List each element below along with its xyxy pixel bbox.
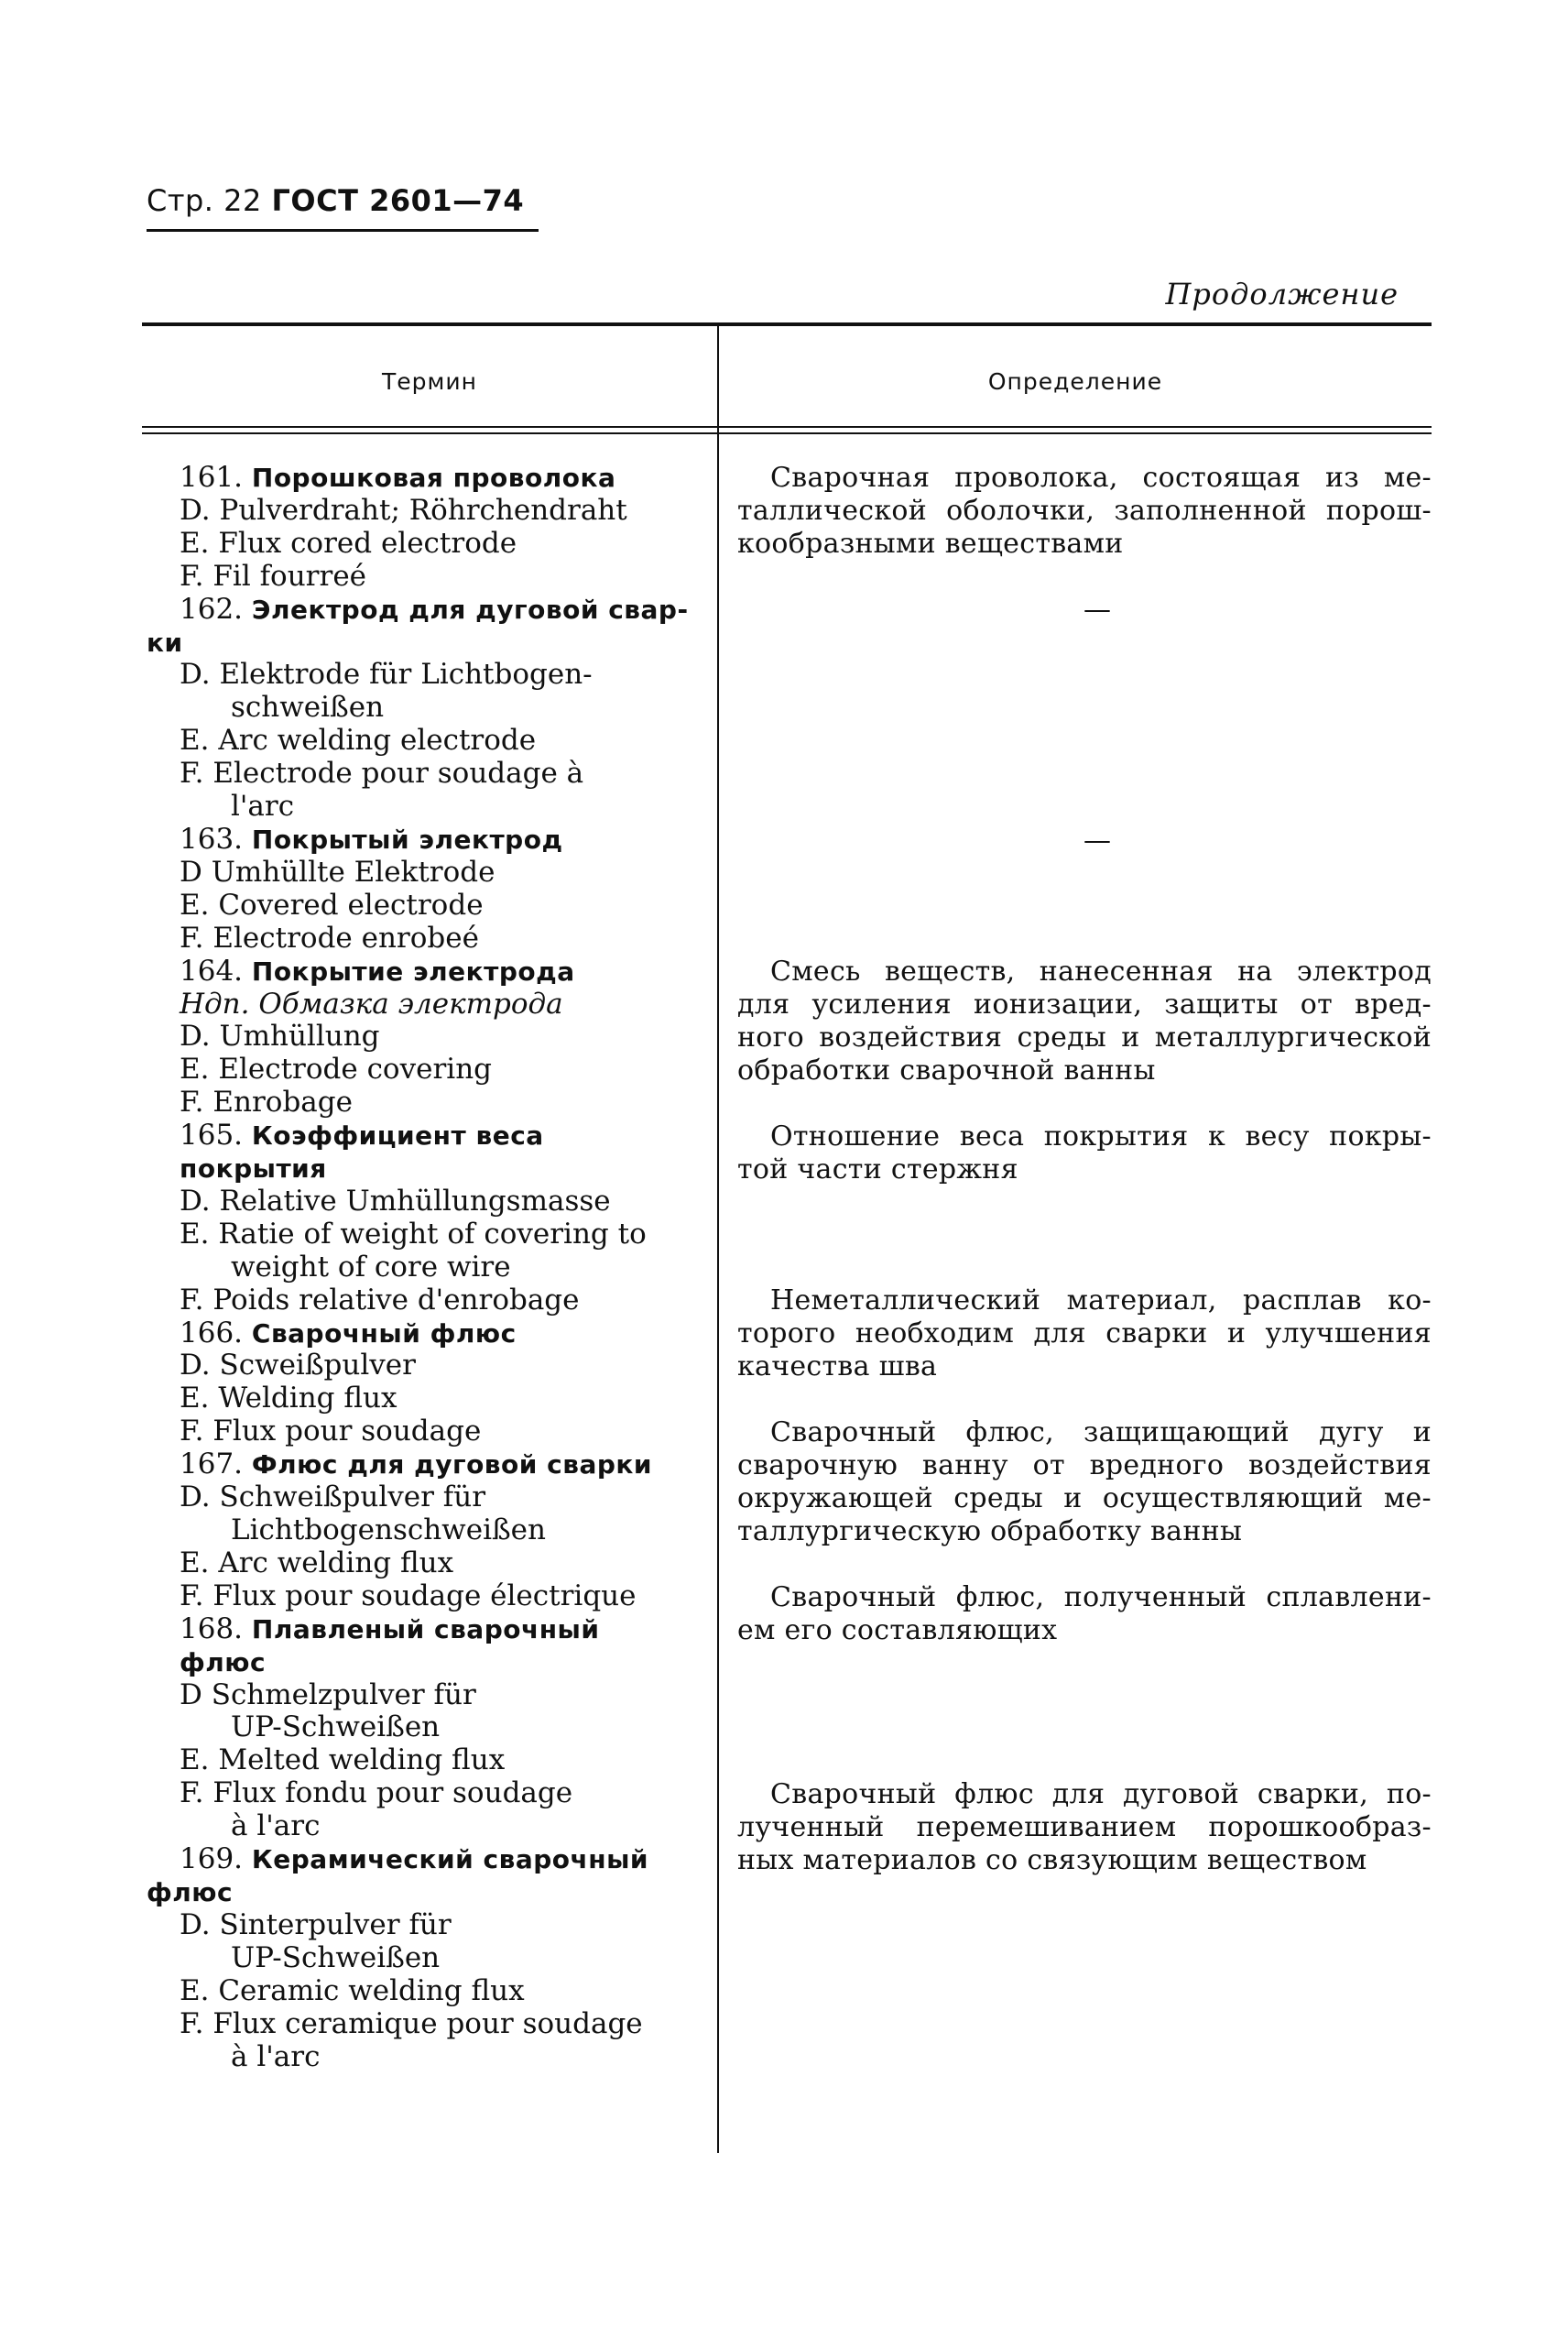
standard-code: ГОСТ 2601—74 — [271, 183, 525, 218]
term-162 — [147, 594, 694, 824]
term-title: Электрод для дуговой свар- — [251, 594, 689, 625]
header-underline — [147, 229, 539, 232]
term-fr: F. Electrode enrobeé — [180, 921, 479, 955]
definition-163-dash: — — [1083, 825, 1111, 857]
term-number: 169. — [180, 1842, 244, 1876]
term-de: D. Schweißpulver für — [180, 1480, 486, 1514]
table-top-rule — [142, 322, 1432, 326]
term-164 — [147, 956, 694, 1120]
term-fr: F. Flux fondu pour soudage — [180, 1776, 573, 1810]
column-header-term: Термин — [382, 368, 477, 395]
definition-165: Отношение веса покрытия к весу покры- той части стержня — [737, 1120, 1432, 1185]
term-title: Коэффициент веса покрытия — [180, 1120, 544, 1185]
term-de-cont: Lichtbogenschweißen — [231, 1513, 546, 1546]
term-165 — [147, 1120, 694, 1316]
term-de: D. Pulverdraht; Röhrchendraht — [180, 493, 627, 527]
term-number: 164. — [180, 954, 244, 988]
term-fr: F. Flux pour soudage électrique — [180, 1579, 637, 1612]
terms-column — [147, 462, 694, 2073]
term-fr: F. Flux pour soudage — [180, 1415, 482, 1448]
definition-167: Сварочный флюс, защищающий дугу и сварочную ванну от вредного воздействия окружающей среды и осуществляющий ме- таллургическую обработку ванны — [737, 1416, 1432, 1547]
term-de: D. Relative Umhüllungsmasse — [180, 1184, 611, 1218]
term-de: D Umhüllte Elektrode — [180, 855, 495, 889]
definition-161: Сварочная проволока, состоящая из ме- таллической оболочки, заполненной порош- кообразными веществами — [737, 462, 1432, 560]
term-166 — [147, 1317, 694, 1449]
term-161 — [147, 462, 694, 594]
page-number: Стр. 22 — [147, 183, 262, 218]
term-title: Порошковая проволока — [251, 463, 616, 493]
term-title: Флюс для дуговой сварки — [251, 1449, 653, 1480]
term-en: E. Electrode covering — [180, 1053, 492, 1087]
term-fr-cont: à l'arc — [231, 1809, 321, 1843]
definition-168: Сварочный флюс, полученный сплавлени- ем его составляющих — [737, 1581, 1432, 1646]
term-168 — [147, 1613, 694, 1843]
column-header-definition: Определение — [987, 368, 1163, 395]
definition-169: Сварочный флюс для дуговой сварки, по- лученный перемешиванием порошкообраз- ных материалов со связующим веществом — [737, 1778, 1432, 1876]
term-number: 162. — [180, 592, 244, 626]
term-number: 163. — [180, 822, 244, 856]
term-de: D. Scweißpulver — [180, 1349, 416, 1382]
continuation-label: Продолжение — [1165, 277, 1399, 311]
term-title: Покрытый электрод — [251, 824, 563, 855]
term-167 — [147, 1448, 694, 1613]
term-en-cont: weight of core wire — [231, 1250, 511, 1284]
term-title-cont: ки — [147, 627, 183, 658]
term-en: E. Covered electrode — [180, 888, 484, 922]
term-de: D Schmelzpulver für — [180, 1677, 476, 1711]
term-fr-cont: à l'arc — [231, 2039, 321, 2073]
definition-162-dash: — — [1083, 594, 1111, 626]
term-169 — [147, 1843, 694, 2073]
term-fr: F. Poids relative d'enrobage — [180, 1283, 580, 1316]
term-title: Покрытие электрода — [251, 956, 575, 987]
term-en: E. Welding flux — [180, 1382, 397, 1415]
definition-166: Неметаллический материал, расплав ко- торого необходим для сварки и улучшения качества шва — [737, 1284, 1432, 1382]
term-fr: F. Electrode pour soudage à — [180, 757, 584, 791]
table-header-rule — [142, 426, 1432, 434]
column-divider — [717, 326, 719, 2153]
term-number: 166. — [180, 1316, 244, 1349]
term-title: Керамический сварочный — [251, 1844, 649, 1875]
term-de-cont: schweißen — [231, 691, 385, 725]
term-de-cont: UP-Schweißen — [231, 1940, 441, 1974]
term-en: E. Arc welding flux — [180, 1546, 454, 1579]
term-en: E. Melted welding flux — [180, 1743, 506, 1777]
term-fr: F. Enrobage — [180, 1086, 353, 1120]
term-title: Сварочный флюс — [251, 1317, 517, 1349]
term-number: 167. — [180, 1448, 244, 1481]
term-en: E. Ratie of weight of covering to — [180, 1217, 647, 1251]
term-title: Плавленый сварочный флюс — [180, 1613, 600, 1677]
term-title-cont: флюс — [147, 1876, 234, 1907]
term-number: 161. — [180, 461, 244, 494]
term-number: 168. — [180, 1611, 244, 1645]
term-fr: F. Flux ceramique pour soudage — [180, 2006, 643, 2040]
term-de-cont: UP-Schweißen — [231, 1710, 441, 1744]
term-de: D. Sinterpulver für — [180, 1907, 452, 1941]
term-number: 165. — [180, 1119, 244, 1153]
page-header — [147, 183, 524, 218]
term-en: E. Ceramic welding flux — [180, 1973, 525, 2007]
term-de: D. Umhüllung — [180, 1020, 380, 1054]
term-fr: F. Fil fourreé — [180, 559, 367, 593]
term-en: E. Flux cored electrode — [180, 526, 517, 560]
term-en: E. Arc welding electrode — [180, 724, 537, 758]
term-163 — [147, 824, 694, 956]
deprecated-term: Ндп. Обмазка электрода — [180, 987, 563, 1021]
term-de: D. Elektrode für Lichtbogen- — [180, 658, 593, 692]
term-fr-cont: l'arc — [231, 790, 295, 824]
definition-164: Смесь веществ, нанесенная на электрод для усиления ионизации, защиты от вред- ного воздействия среды и металлургической обработки сварочной ванны — [737, 956, 1432, 1087]
